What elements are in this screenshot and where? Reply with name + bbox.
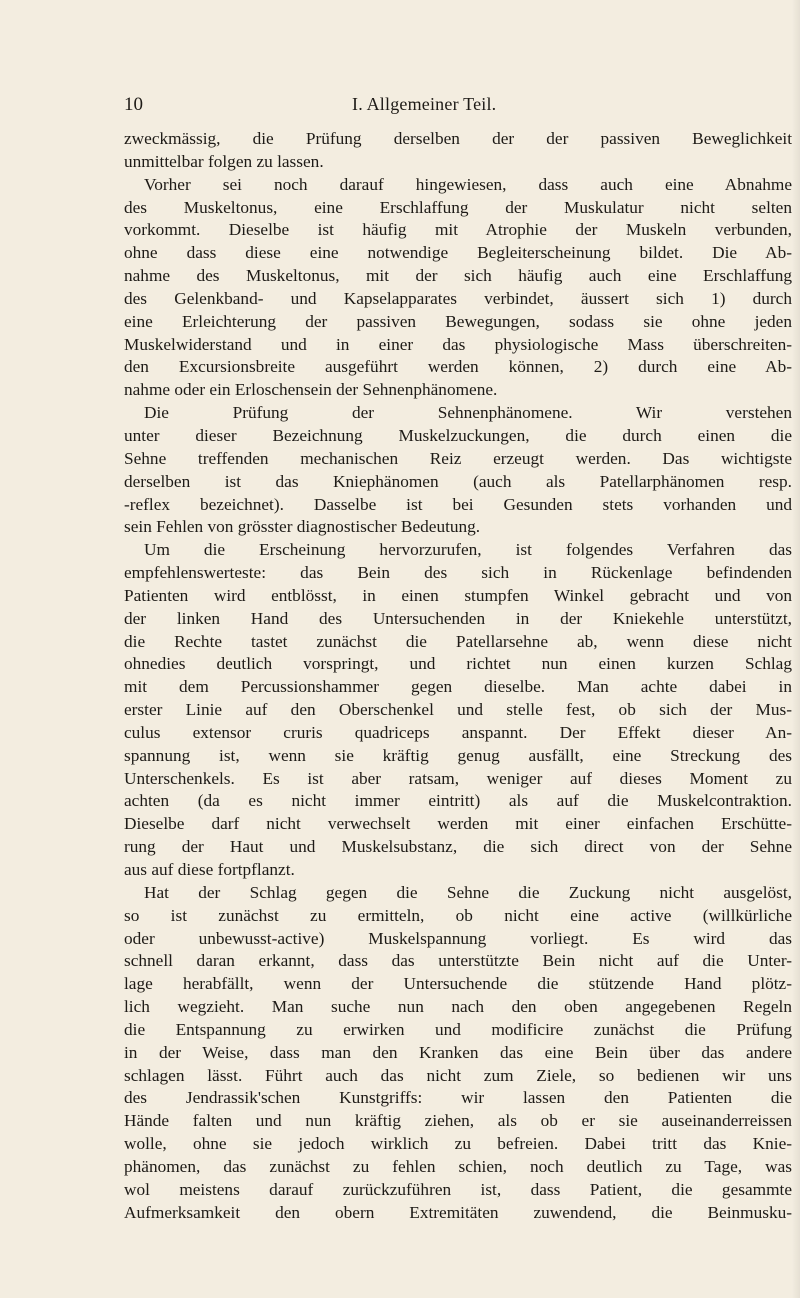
text-line: des Muskeltonus, eine Erschlaffung der Muskulatur nicht selten — [124, 197, 792, 217]
text-line: unmittelbar folgen zu lassen. — [124, 151, 324, 171]
text-line: Patienten wird entblösst, in einen stumpfen Winkel gebracht und von — [124, 585, 792, 605]
text-line: Hat der Schlag gegen die Sehne die Zuckung nicht ausgelöst, — [144, 882, 792, 902]
text-line: phänomen, das zunächst zu fehlen schien, noch deutlich zu Tage, was — [124, 1156, 792, 1176]
text-line: die Entspannung zu erwirken und modificire zunächst die Prüfung — [124, 1019, 792, 1039]
text-line: lich wegzieht. Man suche nun nach den oben angegebenen Regeln — [124, 997, 792, 1017]
text-line: ohnedies deutlich vorspringt, und richtet nun einen kurzen Schlag — [124, 654, 792, 674]
text-line: zweckmässig, die Prüfung derselben der der passiven Beweglichkeit — [124, 129, 792, 148]
text-line: unter dieser Bezeichnung Muskelzuckungen, die durch einen die — [124, 425, 792, 445]
text-line: Unterschenkels. Es ist aber ratsam, weniger auf dieses Moment zu — [124, 768, 792, 788]
text-line: Dieselbe darf nicht verwechselt werden mit einer einfachen Erschütte- — [124, 814, 792, 834]
text-line: Vorher sei noch darauf hingewiesen, dass auch eine Abnahme — [144, 174, 792, 194]
page-header — [124, 94, 764, 118]
text-line: in der Weise, dass man den Kranken das eine Bein über das andere — [124, 1042, 792, 1062]
text-line: wol meistens darauf zurückzuführen ist, dass Patient, die gesammte — [124, 1179, 792, 1199]
page-edge-shadow — [792, 0, 800, 1298]
text-line: sein Fehlen von grösster diagnostischer Bedeutung. — [124, 517, 481, 537]
text-line: schlagen lässt. Führt auch das nicht zum Ziele, so bedienen wir uns — [124, 1065, 792, 1085]
text-line: achten (da es nicht immer eintritt) als auf die Muskelcontraktion. — [124, 791, 792, 811]
text-line: des Jendrassik'schen Kunstgriffs: wir lassen den Patienten die — [124, 1088, 792, 1108]
text-line: des Gelenkband- und Kapselapparates verbindet, äussert sich 1) durch — [124, 288, 792, 308]
text-line: der linken Hand des Untersuchenden in der Kniekehle unterstützt, — [124, 608, 792, 628]
text-line: erster Linie auf den Oberschenkel und stelle fest, ob sich der Mus- — [124, 700, 792, 720]
text-line: spannung ist, wenn sie kräftig genug ausfällt, eine Streckung des — [124, 745, 792, 765]
text-line: Hände falten und nun kräftig ziehen, als ob er sie auseinanderreissen — [124, 1111, 792, 1131]
text-line: derselben ist das Kniephänomen (auch als Patellarphänomen resp. — [124, 471, 792, 491]
text-line: nahme des Muskeltonus, mit der sich häufig auch eine Erschlaffung — [124, 266, 792, 286]
text-line: oder unbewusst-active) Muskelspannung vorliegt. Es wird das — [124, 928, 792, 948]
page-number: 10 — [124, 94, 143, 115]
text-line: nahme oder ein Erloschensein der Sehnenphänomene. — [124, 380, 498, 400]
text-line: culus extensor cruris quadriceps anspannt. Der Effekt dieser An- — [124, 722, 792, 742]
text-line: so ist zunächst zu ermitteln, ob nicht eine active (willkürliche — [124, 905, 792, 925]
text-line: Aufmerksamkeit den obern Extremitäten zuwendend, die Beinmusku- — [124, 1202, 792, 1222]
text-line: vorkommt. Dieselbe ist häufig mit Atrophie der Muskeln verbunden, — [124, 220, 792, 240]
text-line: ohne dass diese eine notwendige Begleiterscheinung bildet. Die Ab- — [124, 243, 792, 263]
text-line: wolle, ohne sie jedoch wirklich zu befreien. Dabei tritt das Knie- — [124, 1134, 792, 1154]
text-line: Um die Erscheinung hervorzurufen, ist folgendes Verfahren das — [144, 540, 792, 560]
text-line: mit dem Percussionshammer gegen dieselbe. Man achte dabei in — [124, 677, 792, 697]
text-line: die Rechte tastet zunächst die Patellarsehne ab, wenn diese nicht — [124, 631, 792, 651]
text-line: aus auf diese fortpflanzt. — [124, 860, 295, 879]
text-line: Die Prüfung der Sehnenphänomene. Wir verstehen — [144, 403, 792, 423]
body-text — [124, 128, 792, 1225]
text-line: Sehne treffenden mechanischen Reiz erzeugt werden. Das wichtigste — [124, 448, 792, 468]
text-line: schnell daran erkannt, dass das unterstützte Bein nicht auf die Unter- — [124, 951, 792, 971]
running-head: I. Allgemeiner Teil. — [352, 94, 497, 114]
text-line: Muskelwiderstand und in einer das physiologische Mass überschreiten- — [124, 334, 792, 354]
text-line: eine Erleichterung der passiven Bewegungen, sodass sie ohne jeden — [124, 311, 792, 331]
text-line: rung der Haut und Muskelsubstanz, die sich direct von der Sehne — [124, 837, 792, 857]
text-line: den Excursionsbreite ausgeführt werden können, 2) durch eine Ab- — [124, 357, 792, 377]
text-line: lage herabfällt, wenn der Untersuchende die stützende Hand plötz- — [124, 974, 792, 994]
text-line: empfehlenswerteste: das Bein des sich in Rückenlage befindenden — [124, 563, 792, 583]
text-line: -reflex bezeichnet). Dasselbe ist bei Gesunden stets vorhanden und — [124, 494, 792, 514]
